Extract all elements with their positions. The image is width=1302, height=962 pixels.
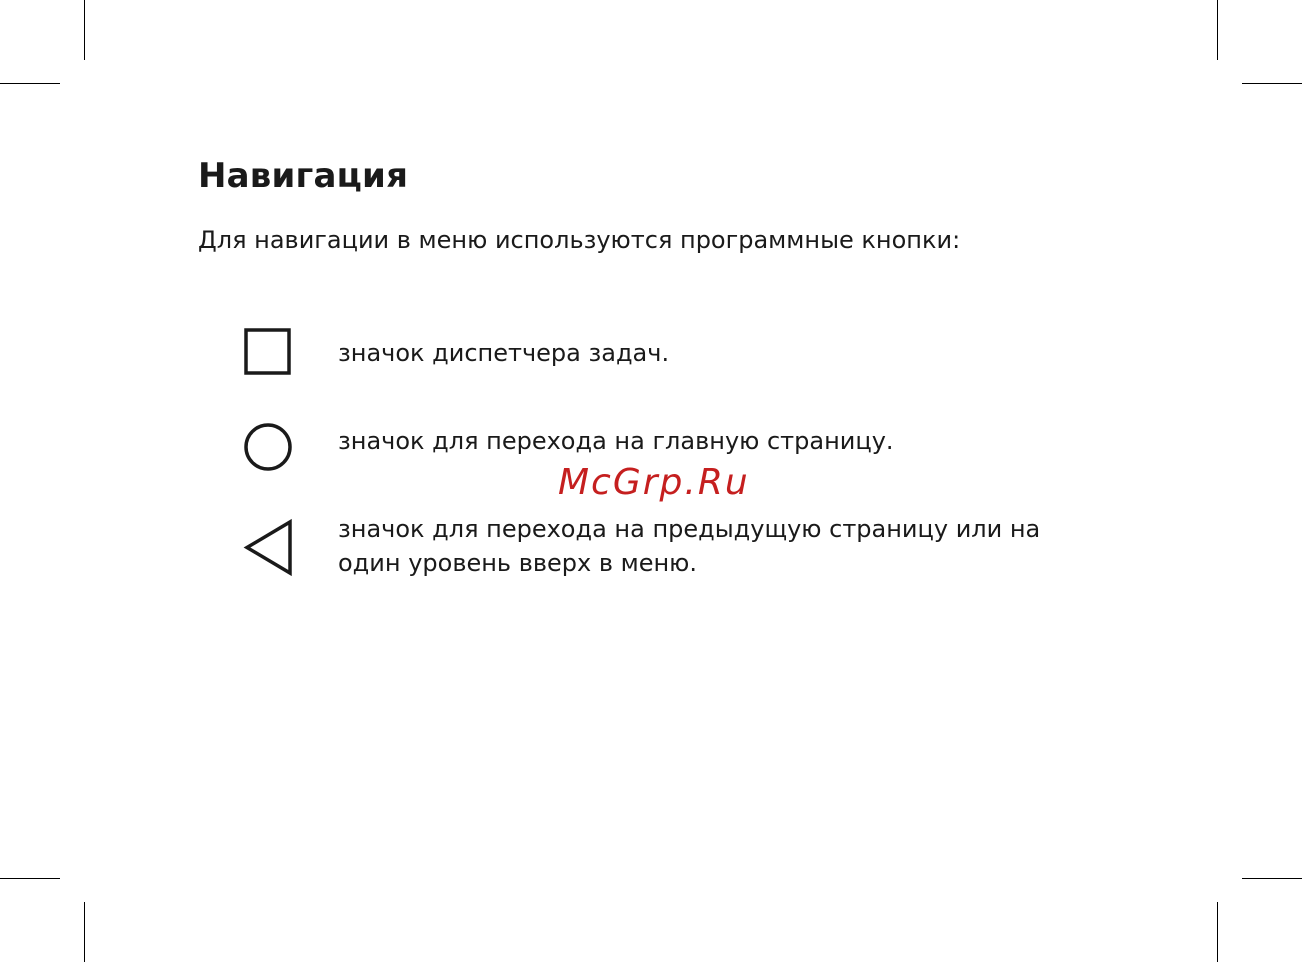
crop-mark-top-left-vertical	[84, 0, 85, 60]
page-title: Навигация	[198, 156, 409, 196]
crop-mark-top-right-vertical	[1217, 0, 1218, 60]
crop-mark-top-left-horizontal	[0, 83, 60, 84]
crop-mark-bottom-right-vertical	[1217, 902, 1218, 962]
nav-item-task-manager-text: значок диспетчера задач.	[338, 339, 670, 367]
nav-item-back-text-line-1: значок для перехода на предыдущую страницу или на	[338, 515, 1041, 543]
circle-icon	[242, 422, 294, 472]
crop-mark-bottom-right-horizontal	[1242, 878, 1302, 879]
watermark-text: McGrp.Ru	[558, 462, 750, 503]
crop-mark-bottom-left-horizontal	[0, 878, 60, 879]
intro-text: Для навигации в меню используются программные кнопки:	[198, 226, 961, 254]
crop-mark-top-right-horizontal	[1242, 83, 1302, 84]
crop-mark-bottom-left-vertical	[84, 902, 85, 962]
square-icon	[244, 328, 292, 376]
nav-item-back-text-line-2: один уровень вверх в меню.	[338, 549, 697, 577]
back-triangle-icon	[242, 518, 296, 578]
nav-item-home-text: значок для перехода на главную страницу.	[338, 427, 894, 455]
